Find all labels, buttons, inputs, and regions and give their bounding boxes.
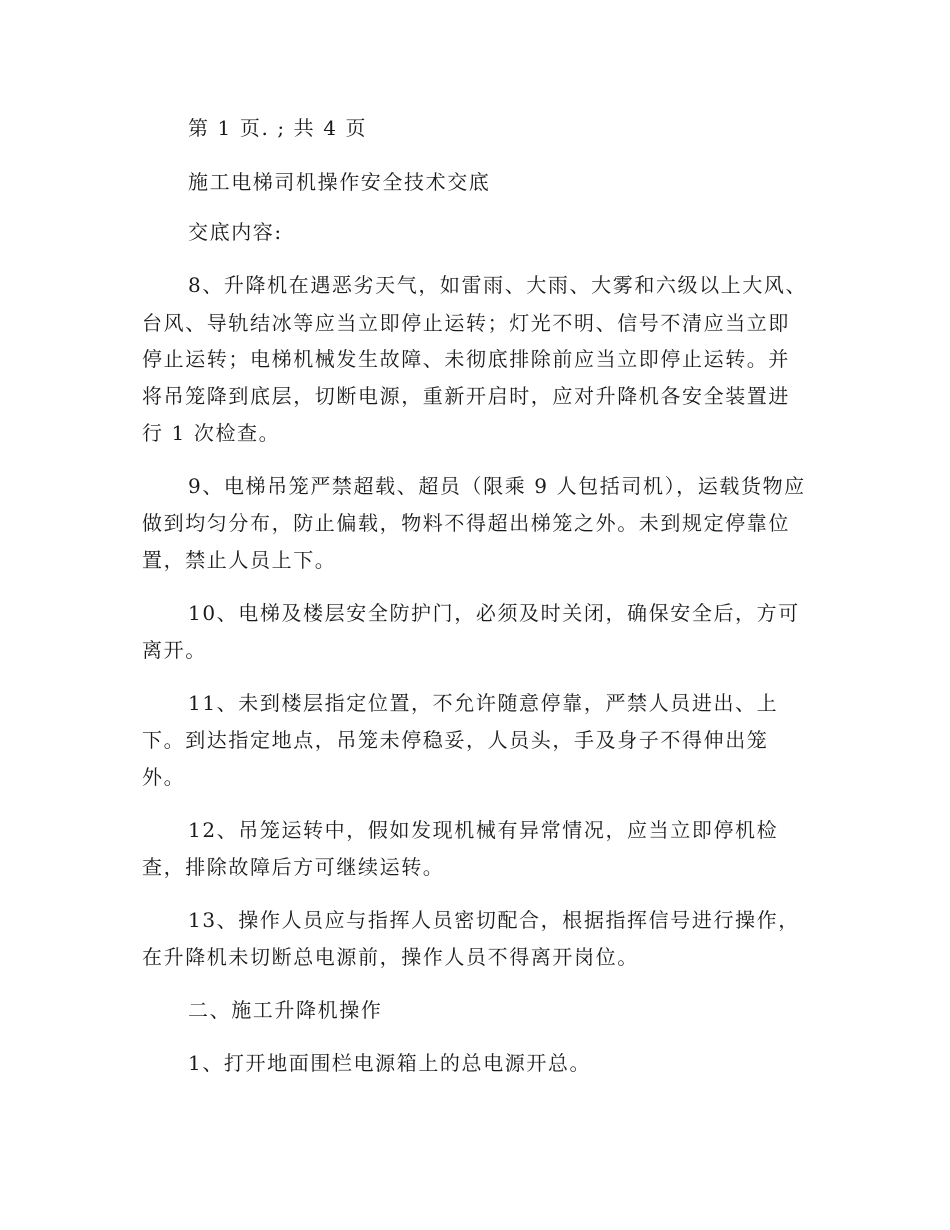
page-header: 第 1 页. ; 共 4 页 — [188, 116, 368, 140]
paragraph-line: 下。到达指定地点，吊笼未停稳妥，人员头，手及身子不得伸出笼 — [142, 728, 769, 752]
paragraph-line: 查，排除故障后方可继续运转。 — [142, 855, 445, 879]
intro-label: 交底内容: — [188, 220, 283, 244]
paragraph-line: 置，禁止人员上下。 — [142, 548, 337, 572]
list-item: 1、打开地面围栏电源箱上的总电源开总。 — [188, 1051, 592, 1075]
paragraph-line: 台风、导轨结冰等应当立即停止运转；灯光不明、信号不清应当立即 — [142, 311, 790, 335]
paragraph-line: 做到均匀分布，防止偏载，物料不得超出梯笼之外。未到规定停靠位 — [142, 511, 790, 535]
paragraph-line: 12、吊笼运转中，假如发现机械有异常情况，应当立即停机检 — [188, 818, 779, 842]
paragraph-line: 8、升降机在遇恶劣天气，如雷雨、大雨、大雾和六级以上大风、 — [188, 273, 808, 297]
paragraph-line: 在升降机未切断总电源前，操作人员不得离开岗位。 — [142, 945, 639, 969]
paragraph-line: 13、操作人员应与指挥人员密切配合，根据指挥信号进行操作， — [188, 908, 800, 932]
paragraph-line: 停止运转；电梯机械发生故障、未彻底排除前应当立即停止运转。并 — [142, 347, 790, 371]
paragraph-line: 行 1 次检查。 — [142, 421, 281, 445]
paragraph-line: 11、未到楼层指定位置，不允许随意停靠，严禁人员进出、上 — [188, 691, 779, 715]
document-title: 施工电梯司机操作安全技术交底 — [188, 170, 491, 194]
paragraph-line: 外。 — [142, 765, 186, 789]
paragraph-line: 将吊笼降到底层，切断电源，重新开启时，应对升降机各安全装置进 — [142, 384, 790, 408]
paragraph-line: 9、电梯吊笼严禁超载、超员（限乘 9 人包括司机），运载货物应 — [188, 474, 806, 498]
paragraph-line: 10、电梯及楼层安全防护门，必须及时关闭，确保安全后，方可 — [188, 601, 800, 625]
section-heading: 二、施工升降机操作 — [188, 998, 383, 1022]
paragraph-line: 离开。 — [142, 638, 207, 662]
